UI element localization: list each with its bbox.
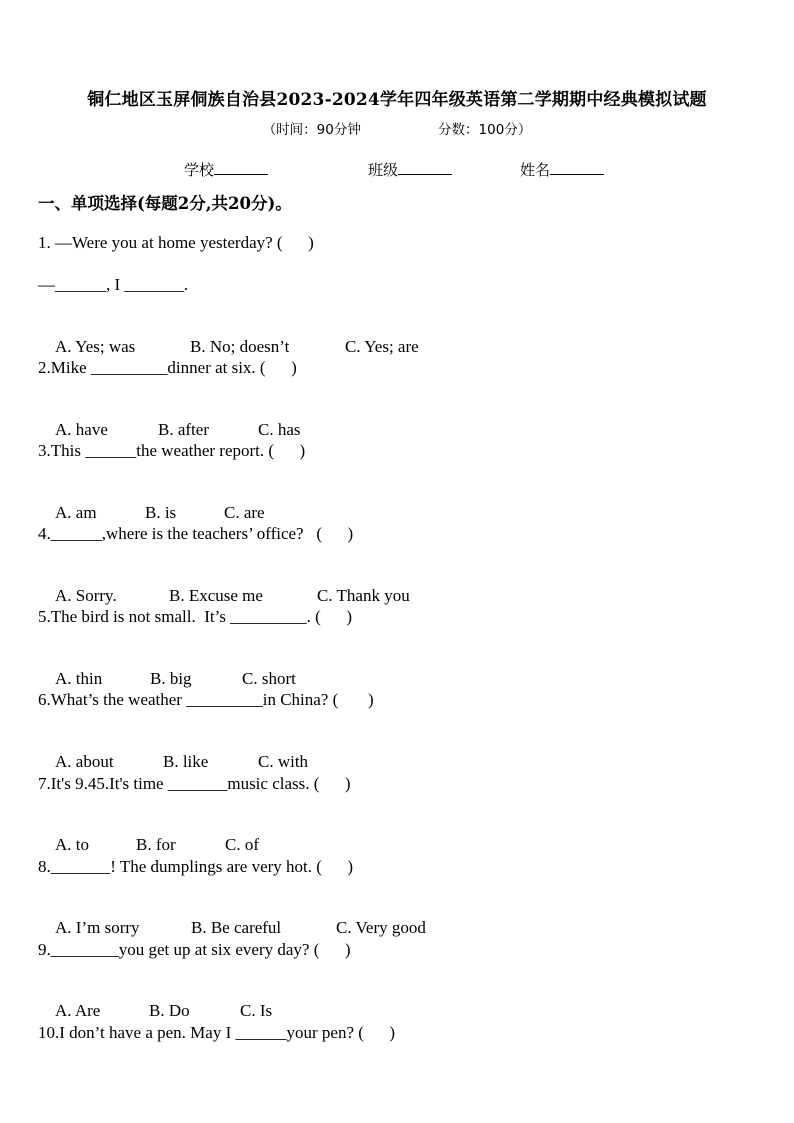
option-b[interactable]: B. Be careful	[191, 918, 282, 937]
question-3-stem: 3.This ______the weather report. ( )	[38, 441, 306, 460]
section-heading: 一、单项选择(每题2分,共20分)。	[38, 194, 292, 213]
option-a[interactable]: A. Are	[55, 1001, 101, 1020]
exam-subtitle: （时间：90分钟 分数：100分）	[262, 122, 532, 138]
name-field	[520, 159, 604, 180]
option-a[interactable]: A. thin	[55, 669, 103, 688]
option-a[interactable]: A. Yes; was	[55, 337, 136, 356]
option-b[interactable]: B. after	[158, 420, 209, 439]
class-blank[interactable]	[398, 160, 452, 175]
name-blank[interactable]	[550, 160, 604, 175]
option-a[interactable]: A. have	[55, 420, 108, 439]
class-field	[368, 159, 452, 180]
option-a[interactable]: A. am	[55, 503, 97, 522]
question-10-stem: 10.I don’t have a pen. May I ______your pen? ( )	[38, 1023, 396, 1042]
option-b[interactable]: B. Excuse me	[169, 586, 263, 605]
question-4-stem: 4.______,where is the teachers’ office? ( )	[38, 524, 354, 543]
question-1-stem: 1. —Were you at home yesterday? ( )	[38, 233, 314, 252]
option-c[interactable]: C. Thank you	[317, 586, 410, 605]
option-b[interactable]: B. for	[136, 835, 176, 854]
option-a[interactable]: A. Sorry.	[55, 586, 117, 605]
option-c[interactable]: C. Very good	[336, 918, 426, 937]
option-b[interactable]: B. big	[150, 669, 192, 688]
option-b[interactable]: B. like	[163, 752, 209, 771]
option-c[interactable]: C. of	[225, 835, 259, 854]
option-a[interactable]: A. to	[55, 835, 89, 854]
school-label: 学校	[184, 161, 215, 179]
name-label: 姓名	[520, 161, 551, 179]
class-label: 班级	[368, 161, 399, 179]
question-1-answer-line: —______, I _______.	[38, 275, 189, 294]
option-b[interactable]: B. No; doesn’t	[190, 337, 290, 356]
question-5-stem: 5.The bird is not small. It’s _________. ( )	[38, 607, 353, 626]
option-c[interactable]: C. Is	[240, 1001, 273, 1020]
option-c[interactable]: C. with	[258, 752, 309, 771]
school-blank[interactable]	[214, 160, 268, 175]
option-a[interactable]: A. about	[55, 752, 114, 771]
option-c[interactable]: C. are	[224, 503, 265, 522]
question-7-stem: 7.It's 9.45.It's time _______music class. ( )	[38, 774, 351, 793]
question-9-stem: 9.________you get up at six every day? ( )	[38, 940, 351, 959]
option-a[interactable]: A. I’m sorry	[55, 918, 140, 937]
option-c[interactable]: C. Yes; are	[345, 337, 419, 356]
exam-title: 铜仁地区玉屏侗族自治县2023-2024学年四年级英语第二学期期中经典模拟试题	[87, 90, 707, 110]
question-6-stem: 6.What’s the weather _________in China? ( )	[38, 690, 374, 709]
option-b[interactable]: B. is	[145, 503, 177, 522]
option-c[interactable]: C. short	[242, 669, 296, 688]
question-2-stem: 2.Mike _________dinner at six. ( )	[38, 358, 297, 377]
option-b[interactable]: B. Do	[149, 1001, 190, 1020]
option-c[interactable]: C. has	[258, 420, 301, 439]
question-8-stem: 8._______! The dumplings are very hot. ( )	[38, 857, 354, 876]
school-field	[184, 159, 268, 180]
